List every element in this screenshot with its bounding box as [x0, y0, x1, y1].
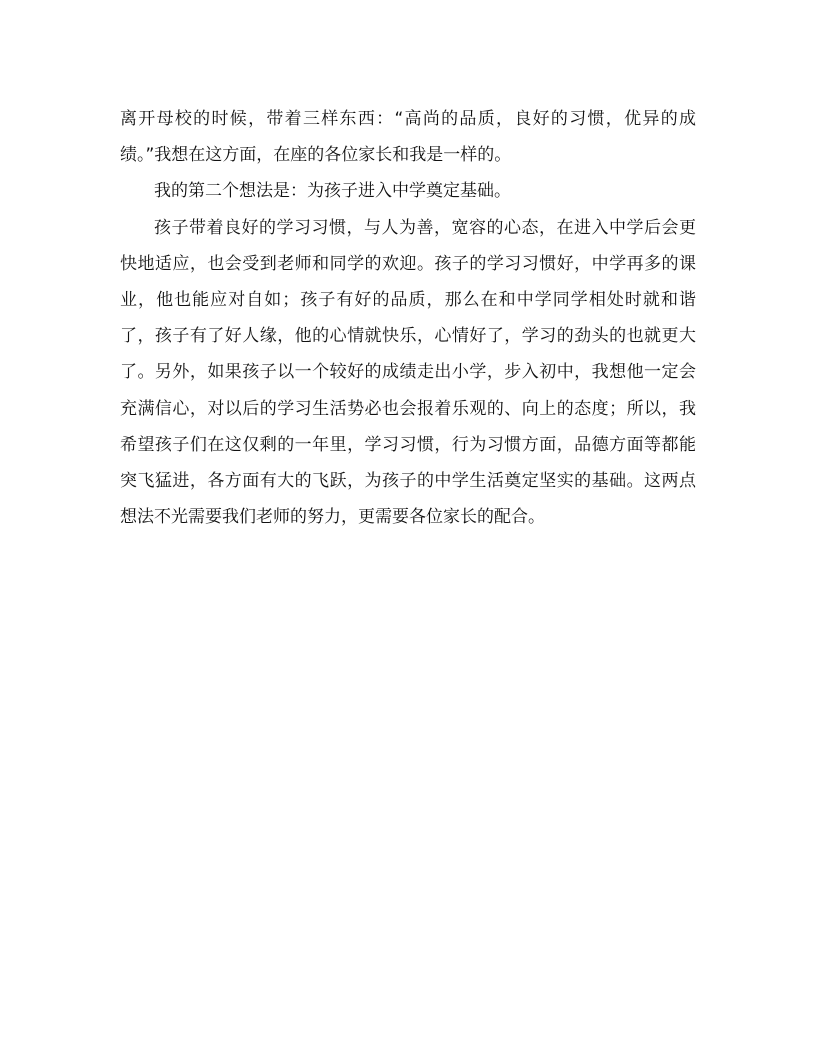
paragraph-explanation: 孩子带着良好的学习习惯，与人为善，宽容的心态，在进入中学后会更快地适应，也会受到老师和同学的欢迎。孩子的学习习惯好，中学再多的课业，他也能应对自如；孩子有好的品质，那么在和中学同学相处时就和谐了，孩子有了好人缘，他的心情就快乐，心情好了，学习的劲头的也就更大了。另外，如果孩子以一个较好的成绩走出小学，步入初中，我想他一定会充满信心，对以后的学习生活势必也会报着乐观的、向上的态度；所以，我希望孩子们在这仅剩的一年里，学习习惯，行为习惯方面，品德方面等都能突飞猛进，各方面有大的飞跃，为孩子的中学生活奠定坚实的基础。这两点想法不光需要我们老师的努力，更需要各位家长的配合。	[120, 217, 696, 528]
paragraph-second-idea: 我的第二个想法是：为孩子进入中学奠定基础。	[154, 181, 511, 202]
document-body	[120, 101, 696, 535]
paragraph-continuation: 离开母校的时候，带着三样东西：“高尚的品质，良好的习惯，优异的成绩。”我想在这方面，在座的各位家长和我是一样的。	[120, 109, 696, 166]
